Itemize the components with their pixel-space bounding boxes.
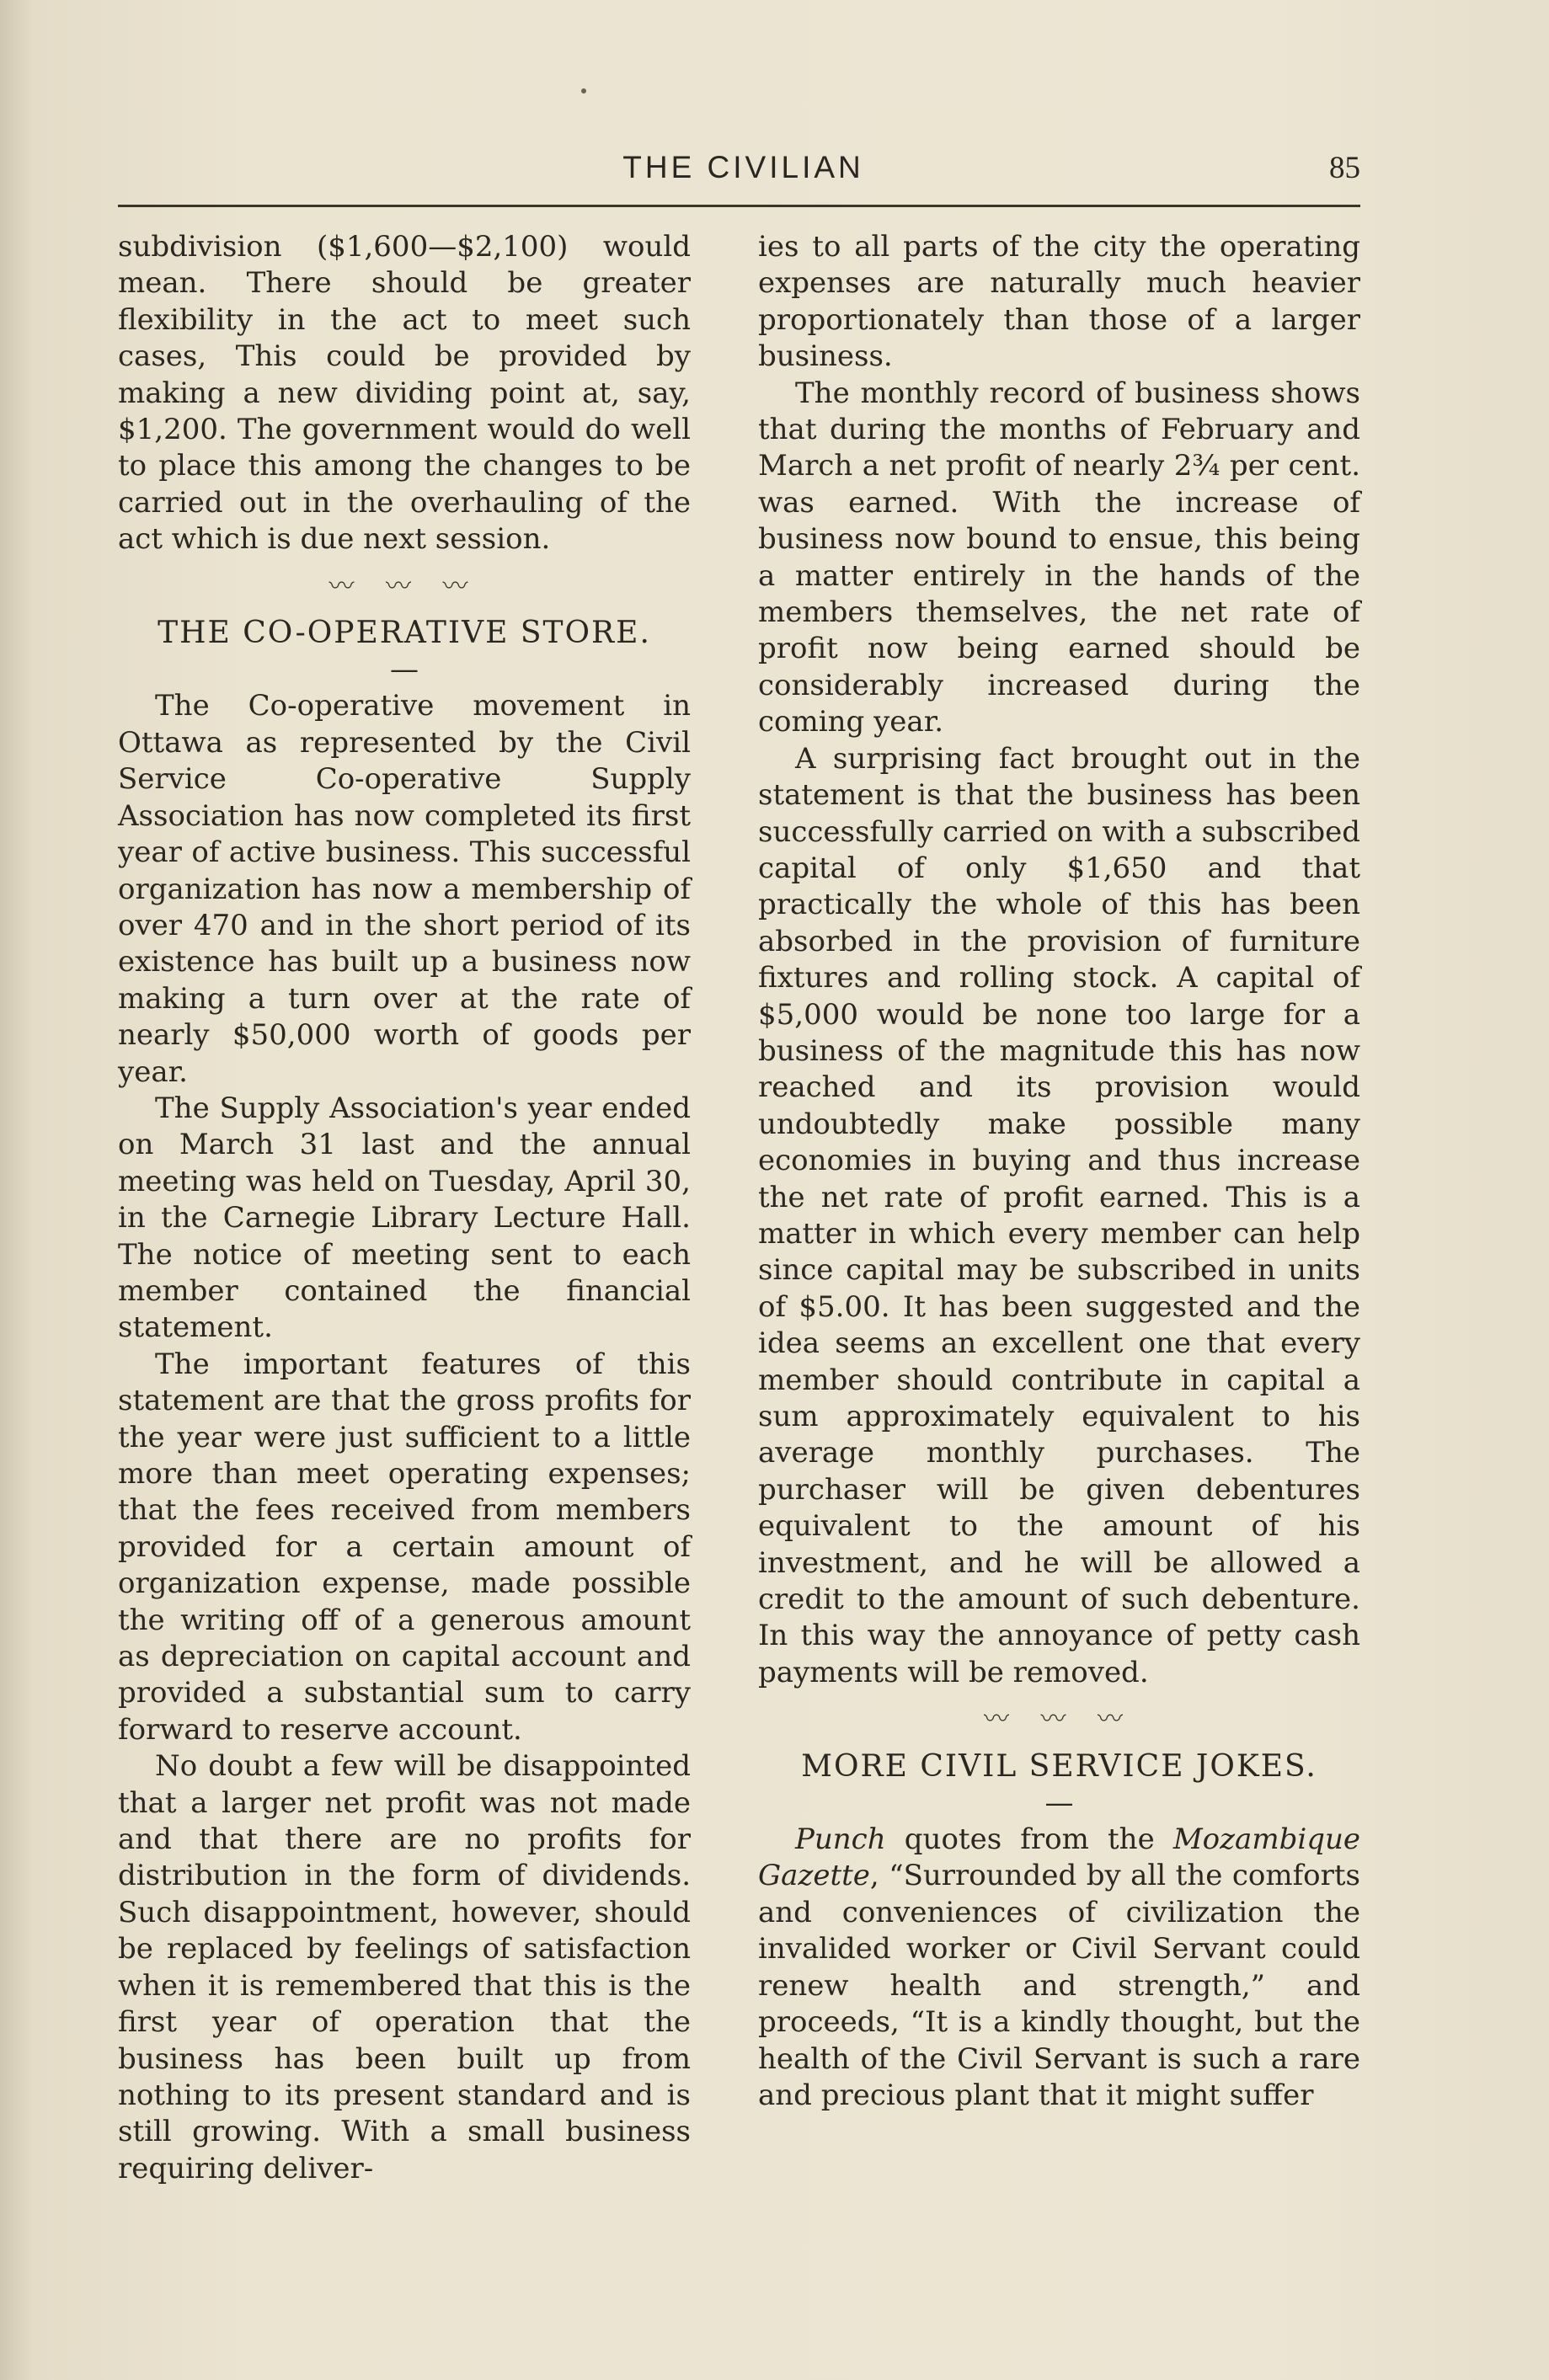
heading-dash: — xyxy=(390,653,419,687)
publication-name: Punch xyxy=(795,1822,886,1857)
paragraph: The Supply Association's year ended on March 31 last and the annual meeting was held on Tuesday, April 30, in the Carnegie Library Lecture Hall. The notice of meeting sent to each member contained the financial statement. xyxy=(118,1091,691,1345)
header-rule xyxy=(118,205,1360,207)
right-column xyxy=(758,229,1360,2114)
publication-name: Mozambique Gazette xyxy=(758,1822,1360,1893)
paragraph: subdivision ($1,600—$2,100) would mean. There should be greater flexibility in the act to meet such cases, This could be provided by making a new dividing point at, say, $1,200. The government would do well to place this among the changes to be carried out in the overhauling of the act which is due next session. xyxy=(118,230,691,557)
text-run: quotes from the xyxy=(885,1822,1173,1857)
paragraph: The important features of this statement are that the gross profits for the year were just sufficient to a little more than meet operating expenses; that the fees received from members provided for a certain amount of organization expense, made possible the writing off of a generous amount as depreciation on capital account and provided a substantial sum to carry forward to reserve account. xyxy=(118,1347,691,1747)
paragraph: A surprising fact brought out in the statement is that the business has been successfully carried on with a subscribed capital of only $1,650 and that practically the whole of this has been absorbed in the provision of furniture fixtures and rolling stock. A capital of $5,000 would be none too large for a business of the magnitude this has now reached and its provision would undoubtedly make possible many economies in buying and thus increase the net rate of profit earned. This is a matter in which every member can help since capital may be subscribed in units of $5.00. It has been suggested and the idea seems an excellent one that every member should contribute in capital a sum approximately equivalent to his average monthly purchases. The purchaser will be given debentures equivalent to the amount of his investment, and he will be allowed a credit to the amount of such debenture. In this way the annoyance of petty cash payments will be removed. xyxy=(758,741,1360,1689)
page-header xyxy=(126,150,1360,192)
left-column xyxy=(118,229,691,2187)
section-ornament: 〰 〰 〰 xyxy=(328,571,480,601)
paragraph: No doubt a few will be disappointed that a larger net profit was not made and that there are no profits for distribution in the form of dividends. Such disappointment, however, should be replaced by feelings of satisfaction when it is remembered that this is the first year of operation that the business has been built up from nothing to its present standard and is still growing. With a small business requiring deliver- xyxy=(118,1749,691,2185)
ink-fleck xyxy=(581,88,586,93)
paragraph: ies to all parts of the city the operating expenses are naturally much heavier proportionately than those of a larger business. xyxy=(758,230,1360,374)
section-ornament: 〰 〰 〰 xyxy=(983,1705,1135,1735)
article-heading: THE CO-OPERATIVE STORE. xyxy=(158,616,651,651)
article-heading: MORE CIVIL SERVICE JOKES. xyxy=(801,1748,1317,1784)
paragraph: The Co-operative movement in Ottawa as represented by the Civil Service Co-operative Supply Association has now completed its first year of active business. This successful organization has now a membership of over 470 and in the short period of its existence has built up a business now making a turn over at the rate of nearly $50,000 worth of goods per year. xyxy=(118,689,691,1089)
page-number: 85 xyxy=(1329,151,1360,185)
heading-dash: — xyxy=(1044,1786,1074,1821)
journal-title: THE CIVILIAN xyxy=(622,150,864,184)
text-run: , “Surrounded by all the comforts and conveniences of civilization the invalided worker or Civil Servant could renew health and strength,” and proceeds, “It is a kindly thought, but the health of the Civil Servant is such a rare and precious plant that it might suffer xyxy=(758,1859,1360,2112)
paragraph: The monthly record of business shows that during the months of February and March a net profit of nearly 2¾ per cent. was earned. With the increase of business now bound to ensue, this being a matter entirely in the hands of the members themselves, the net rate of profit now being earned should be considerably increased during the coming year. xyxy=(758,376,1360,739)
paragraph xyxy=(758,1822,1360,2114)
